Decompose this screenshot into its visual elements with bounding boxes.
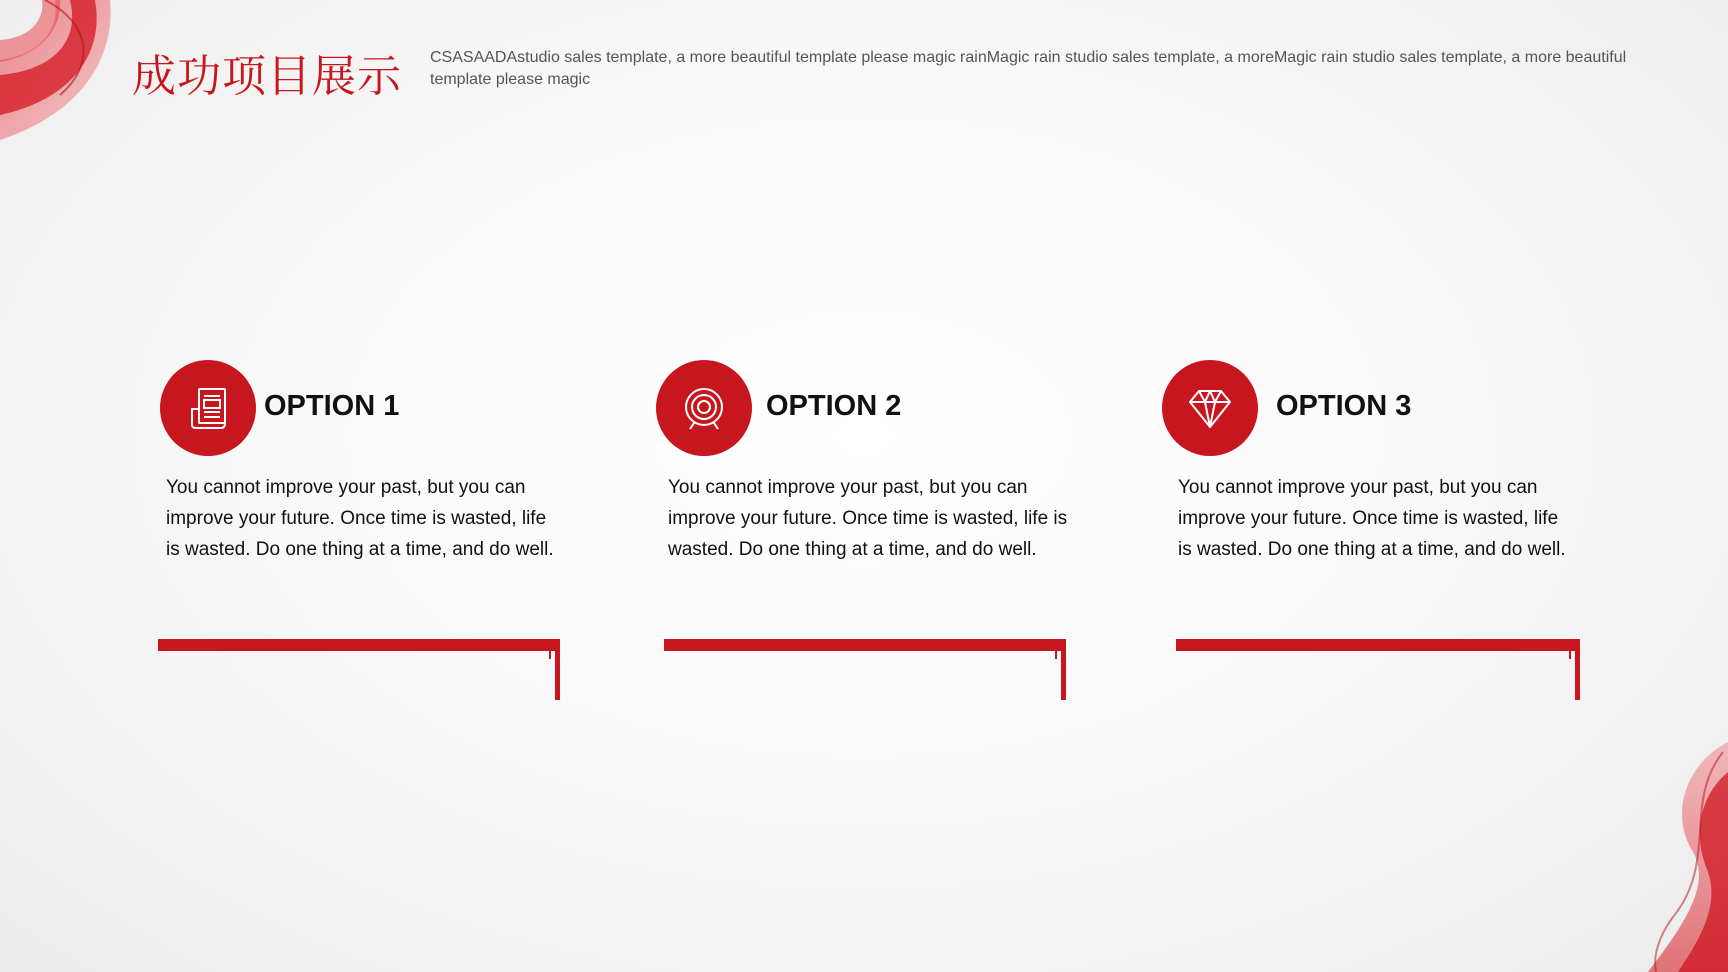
bracket-leg: [1061, 639, 1066, 700]
option-header: [654, 358, 1094, 456]
option-card-3: [1160, 358, 1600, 560]
option-description: You cannot improve your past, but you can improve your future. Once time is wasted, life is wasted. Do one thing at a time, and do well.: [166, 477, 554, 560]
bracket-bar: [158, 639, 560, 651]
option-icon-circle: [160, 360, 256, 456]
slide-title: 成功项目展示: [132, 51, 402, 102]
option-title: OPTION 2: [766, 390, 902, 422]
bracket-leg: [1575, 639, 1580, 700]
bracket-bar: [664, 639, 1066, 651]
option-title: OPTION 1: [264, 390, 400, 422]
option-description: You cannot improve your past, but you can improve your future. Once time is wasted, life is wasted. Do one thing at a time, and do well.: [668, 477, 1068, 560]
option-header: [158, 358, 598, 456]
bracket-tick: [549, 651, 551, 659]
option-bracket: [1176, 639, 1580, 700]
option-header: [1160, 358, 1600, 456]
option-icon-circle: [656, 360, 752, 456]
diamond-icon: [1185, 383, 1235, 433]
bracket-tick: [1569, 651, 1571, 659]
document-icon: [183, 383, 233, 433]
option-description: You cannot improve your past, but you can improve your future. Once time is wasted, life is wasted. Do one thing at a time, and do well.: [1178, 477, 1566, 560]
bracket-bar: [1176, 639, 1580, 651]
red-ribbon-top-left: [0, 0, 120, 145]
option-icon-circle: [1162, 360, 1258, 456]
option-bracket: [664, 639, 1066, 700]
option-card-1: [158, 358, 598, 560]
bracket-tick: [1055, 651, 1057, 659]
slide-subtitle: CSASAADAstudio sales template, a more beautiful template please magic rainMagic rain studio sales template, a moreMagic rain studio sales template, a more beautiful template please magic: [430, 49, 1627, 88]
option-title: OPTION 3: [1276, 390, 1412, 422]
target-icon: [679, 383, 729, 433]
option-bracket: [158, 639, 560, 700]
bracket-leg: [555, 639, 560, 700]
option-card-2: [654, 358, 1094, 560]
red-ribbon-bottom-right: [1638, 742, 1728, 972]
